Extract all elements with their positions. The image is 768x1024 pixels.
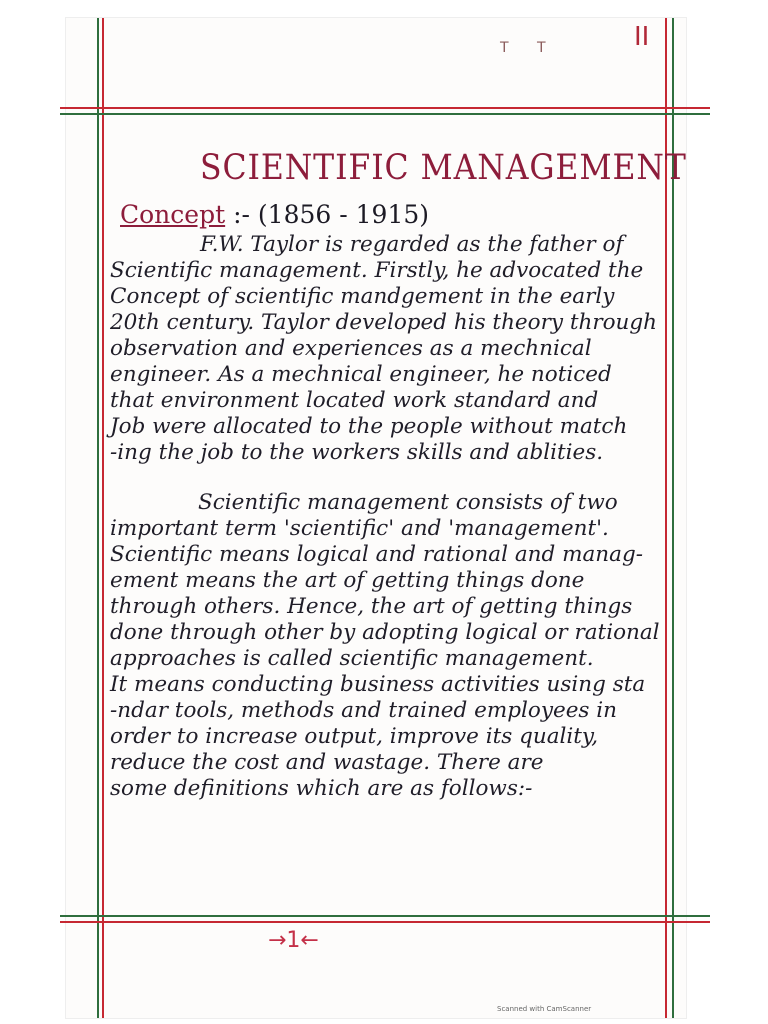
text-line: Job were allocated to the people without match — [110, 414, 628, 439]
corner-mark: II — [634, 22, 650, 52]
footer-line-red — [60, 921, 710, 923]
text-line: ement means the art of getting things done — [110, 568, 585, 593]
header-line-green — [60, 113, 710, 115]
text-line: reduce the cost and wastage. There are — [110, 750, 544, 775]
concept-label: Concept — [120, 200, 226, 229]
paragraph-2 — [110, 490, 660, 802]
top-mark: T T — [500, 40, 558, 56]
text-line: 20th century. Taylor developed his theory through — [110, 310, 658, 335]
page-title: SCIENTIFIC MANAGEMENT — [200, 148, 687, 188]
text-line: important term 'scientific' and 'management'. — [110, 516, 609, 541]
text-line: approaches is called scientific management. — [110, 646, 594, 671]
margin-line-left-red — [102, 18, 104, 1018]
footer-line-green — [60, 915, 710, 917]
text-line: Scientific management consists of two — [198, 490, 618, 515]
text-line: engineer. As a mechnical engineer, he noticed — [110, 362, 612, 387]
text-line: some definitions which are as follows:- — [110, 776, 533, 801]
text-line: observation and experiences as a mechnical — [110, 336, 592, 361]
text-line: It means conducting business activities using sta — [110, 672, 646, 697]
paragraph-1 — [110, 232, 660, 466]
concept-heading — [120, 200, 429, 229]
page-number: →1← — [268, 928, 319, 953]
header-line-red — [60, 107, 710, 109]
text-line: Concept of scientific mandgement in the early — [110, 284, 615, 309]
text-line: order to increase output, improve its quality, — [110, 724, 599, 749]
text-line: Scientific management. Firstly, he advocated the — [110, 258, 644, 283]
margin-line-left-green — [97, 18, 99, 1018]
text-line: F.W. Taylor is regarded as the father of — [200, 232, 624, 257]
text-line: through others. Hence, the art of getting things — [110, 594, 633, 619]
text-line: that environment located work standard and — [110, 388, 599, 413]
concept-separator: :- — [233, 200, 250, 229]
text-line: -ing the job to the workers skills and ablities. — [110, 440, 604, 465]
text-line: -ndar tools, methods and trained employees in — [110, 698, 618, 723]
concept-years: (1856 - 1915) — [257, 200, 430, 229]
text-line: done through other by adopting logical or rational — [110, 620, 660, 645]
scanner-watermark: Scanned with CamScanner — [497, 1005, 592, 1013]
text-line: Scientific means logical and rational and manag- — [110, 542, 643, 567]
